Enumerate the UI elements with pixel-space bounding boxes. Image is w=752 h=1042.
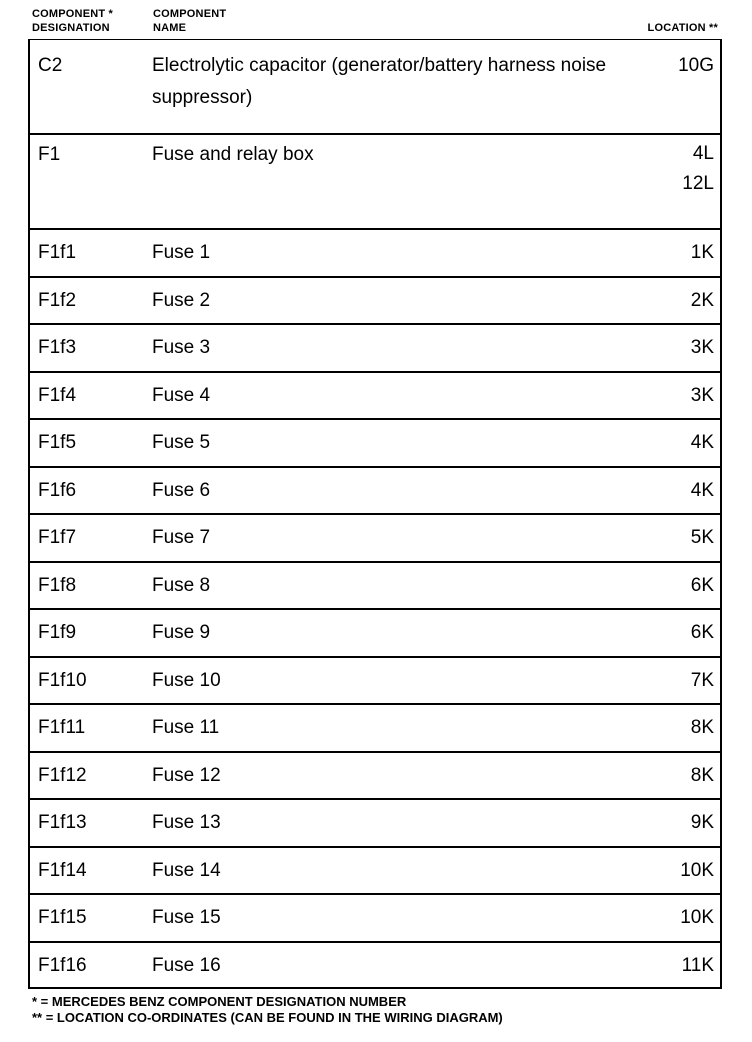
location-cell: 5K	[690, 527, 714, 548]
name-header-line1: COMPONENT	[153, 8, 227, 20]
table-row	[30, 563, 720, 611]
designation-cell: F1f15	[38, 907, 87, 928]
location-cell: 9K	[690, 812, 714, 833]
name-cell: Fuse 5	[152, 432, 211, 453]
designation-cell: F1f6	[38, 479, 77, 501]
name-column-header	[153, 7, 226, 35]
location-cell: 10K	[680, 859, 714, 881]
location-cell: 6K	[690, 574, 714, 596]
component-table	[28, 39, 722, 989]
designation-column-header	[32, 7, 113, 35]
table-row	[30, 610, 720, 658]
location-cell: 7K	[690, 669, 714, 691]
table-row	[30, 135, 720, 230]
designation-cell: F1f8	[38, 574, 77, 596]
location-cell: 4K	[690, 432, 714, 453]
designation-cell: F1f2	[38, 289, 77, 311]
table-row	[30, 943, 720, 991]
designation-cell: F1f5	[38, 432, 77, 453]
footnotes	[32, 994, 503, 1026]
table-row	[30, 800, 720, 848]
table-row	[30, 40, 720, 135]
table-row	[30, 705, 720, 753]
table-row	[30, 753, 720, 801]
location-line: 4L	[692, 143, 714, 164]
table-row	[30, 848, 720, 896]
name-cell: Fuse 13	[152, 812, 221, 833]
name-cell: Fuse 15	[152, 907, 221, 928]
name-cell: Fuse 4	[152, 384, 211, 406]
name-cell: Fuse 7	[152, 527, 211, 548]
location-cell: 2K	[690, 289, 714, 311]
footnote-designation: * = MERCEDES BENZ COMPONENT DESIGNATION NUMBER	[32, 994, 407, 1009]
name-cell: Fuse 10	[152, 669, 221, 691]
footnote-location: ** = LOCATION CO-ORDINATES (CAN BE FOUND IN THE WIRING DIAGRAM)	[32, 1010, 503, 1025]
designation-cell: F1	[38, 144, 61, 165]
table-row	[30, 895, 720, 943]
location-cell: 8K	[690, 717, 714, 738]
designation-cell: F1f12	[38, 764, 87, 786]
location-cell: 4K	[690, 479, 714, 501]
designation-cell: F1f16	[38, 954, 87, 976]
location-cell: 8K	[690, 764, 714, 786]
name-header-line2: NAME	[153, 22, 187, 34]
table-row	[30, 658, 720, 706]
name-cell: Electrolytic capacitor (generator/battery harness noise suppressor)	[152, 55, 607, 108]
designation-cell: F1f1	[38, 242, 77, 263]
designation-cell: C2	[38, 55, 63, 76]
table-row	[30, 230, 720, 278]
location-cell: 3K	[690, 384, 714, 406]
designation-cell: F1f9	[38, 622, 77, 643]
designation-cell: F1f4	[38, 384, 77, 406]
designation-cell: F1f10	[38, 669, 87, 691]
location-cell: 1K	[690, 242, 714, 263]
table-row	[30, 515, 720, 563]
name-cell: Fuse and relay box	[152, 144, 314, 165]
designation-cell: F1f11	[38, 717, 86, 738]
location-cell	[682, 139, 714, 199]
table-row	[30, 420, 720, 468]
name-cell: Fuse 3	[152, 337, 211, 358]
designation-cell: F1f14	[38, 859, 87, 881]
location-cell: 10G	[678, 55, 714, 76]
location-cell: 10K	[680, 907, 714, 928]
table-row	[30, 278, 720, 326]
designation-header-line1: COMPONENT *	[32, 8, 114, 20]
location-cell: 6K	[690, 622, 714, 643]
designation-cell: F1f7	[38, 527, 77, 548]
table-row	[30, 468, 720, 516]
location-line: 12L	[682, 173, 714, 194]
designation-cell: F1f3	[38, 337, 77, 358]
designation-header-line2: DESIGNATION	[32, 22, 110, 34]
name-cell: Fuse 14	[152, 859, 221, 881]
location-cell: 11K	[681, 954, 714, 976]
name-cell: Fuse 8	[152, 574, 211, 596]
table-row	[30, 373, 720, 421]
name-cell: Fuse 1	[152, 242, 211, 263]
name-cell: Fuse 2	[152, 289, 211, 311]
location-cell: 3K	[690, 337, 714, 358]
designation-cell: F1f13	[38, 812, 87, 833]
location-column-header: LOCATION **	[647, 22, 718, 34]
name-cell: Fuse 11	[152, 717, 220, 738]
name-cell: Fuse 9	[152, 622, 211, 643]
name-cell: Fuse 6	[152, 479, 211, 501]
table-row	[30, 325, 720, 373]
name-cell: Fuse 16	[152, 954, 221, 976]
name-cell: Fuse 12	[152, 764, 221, 786]
